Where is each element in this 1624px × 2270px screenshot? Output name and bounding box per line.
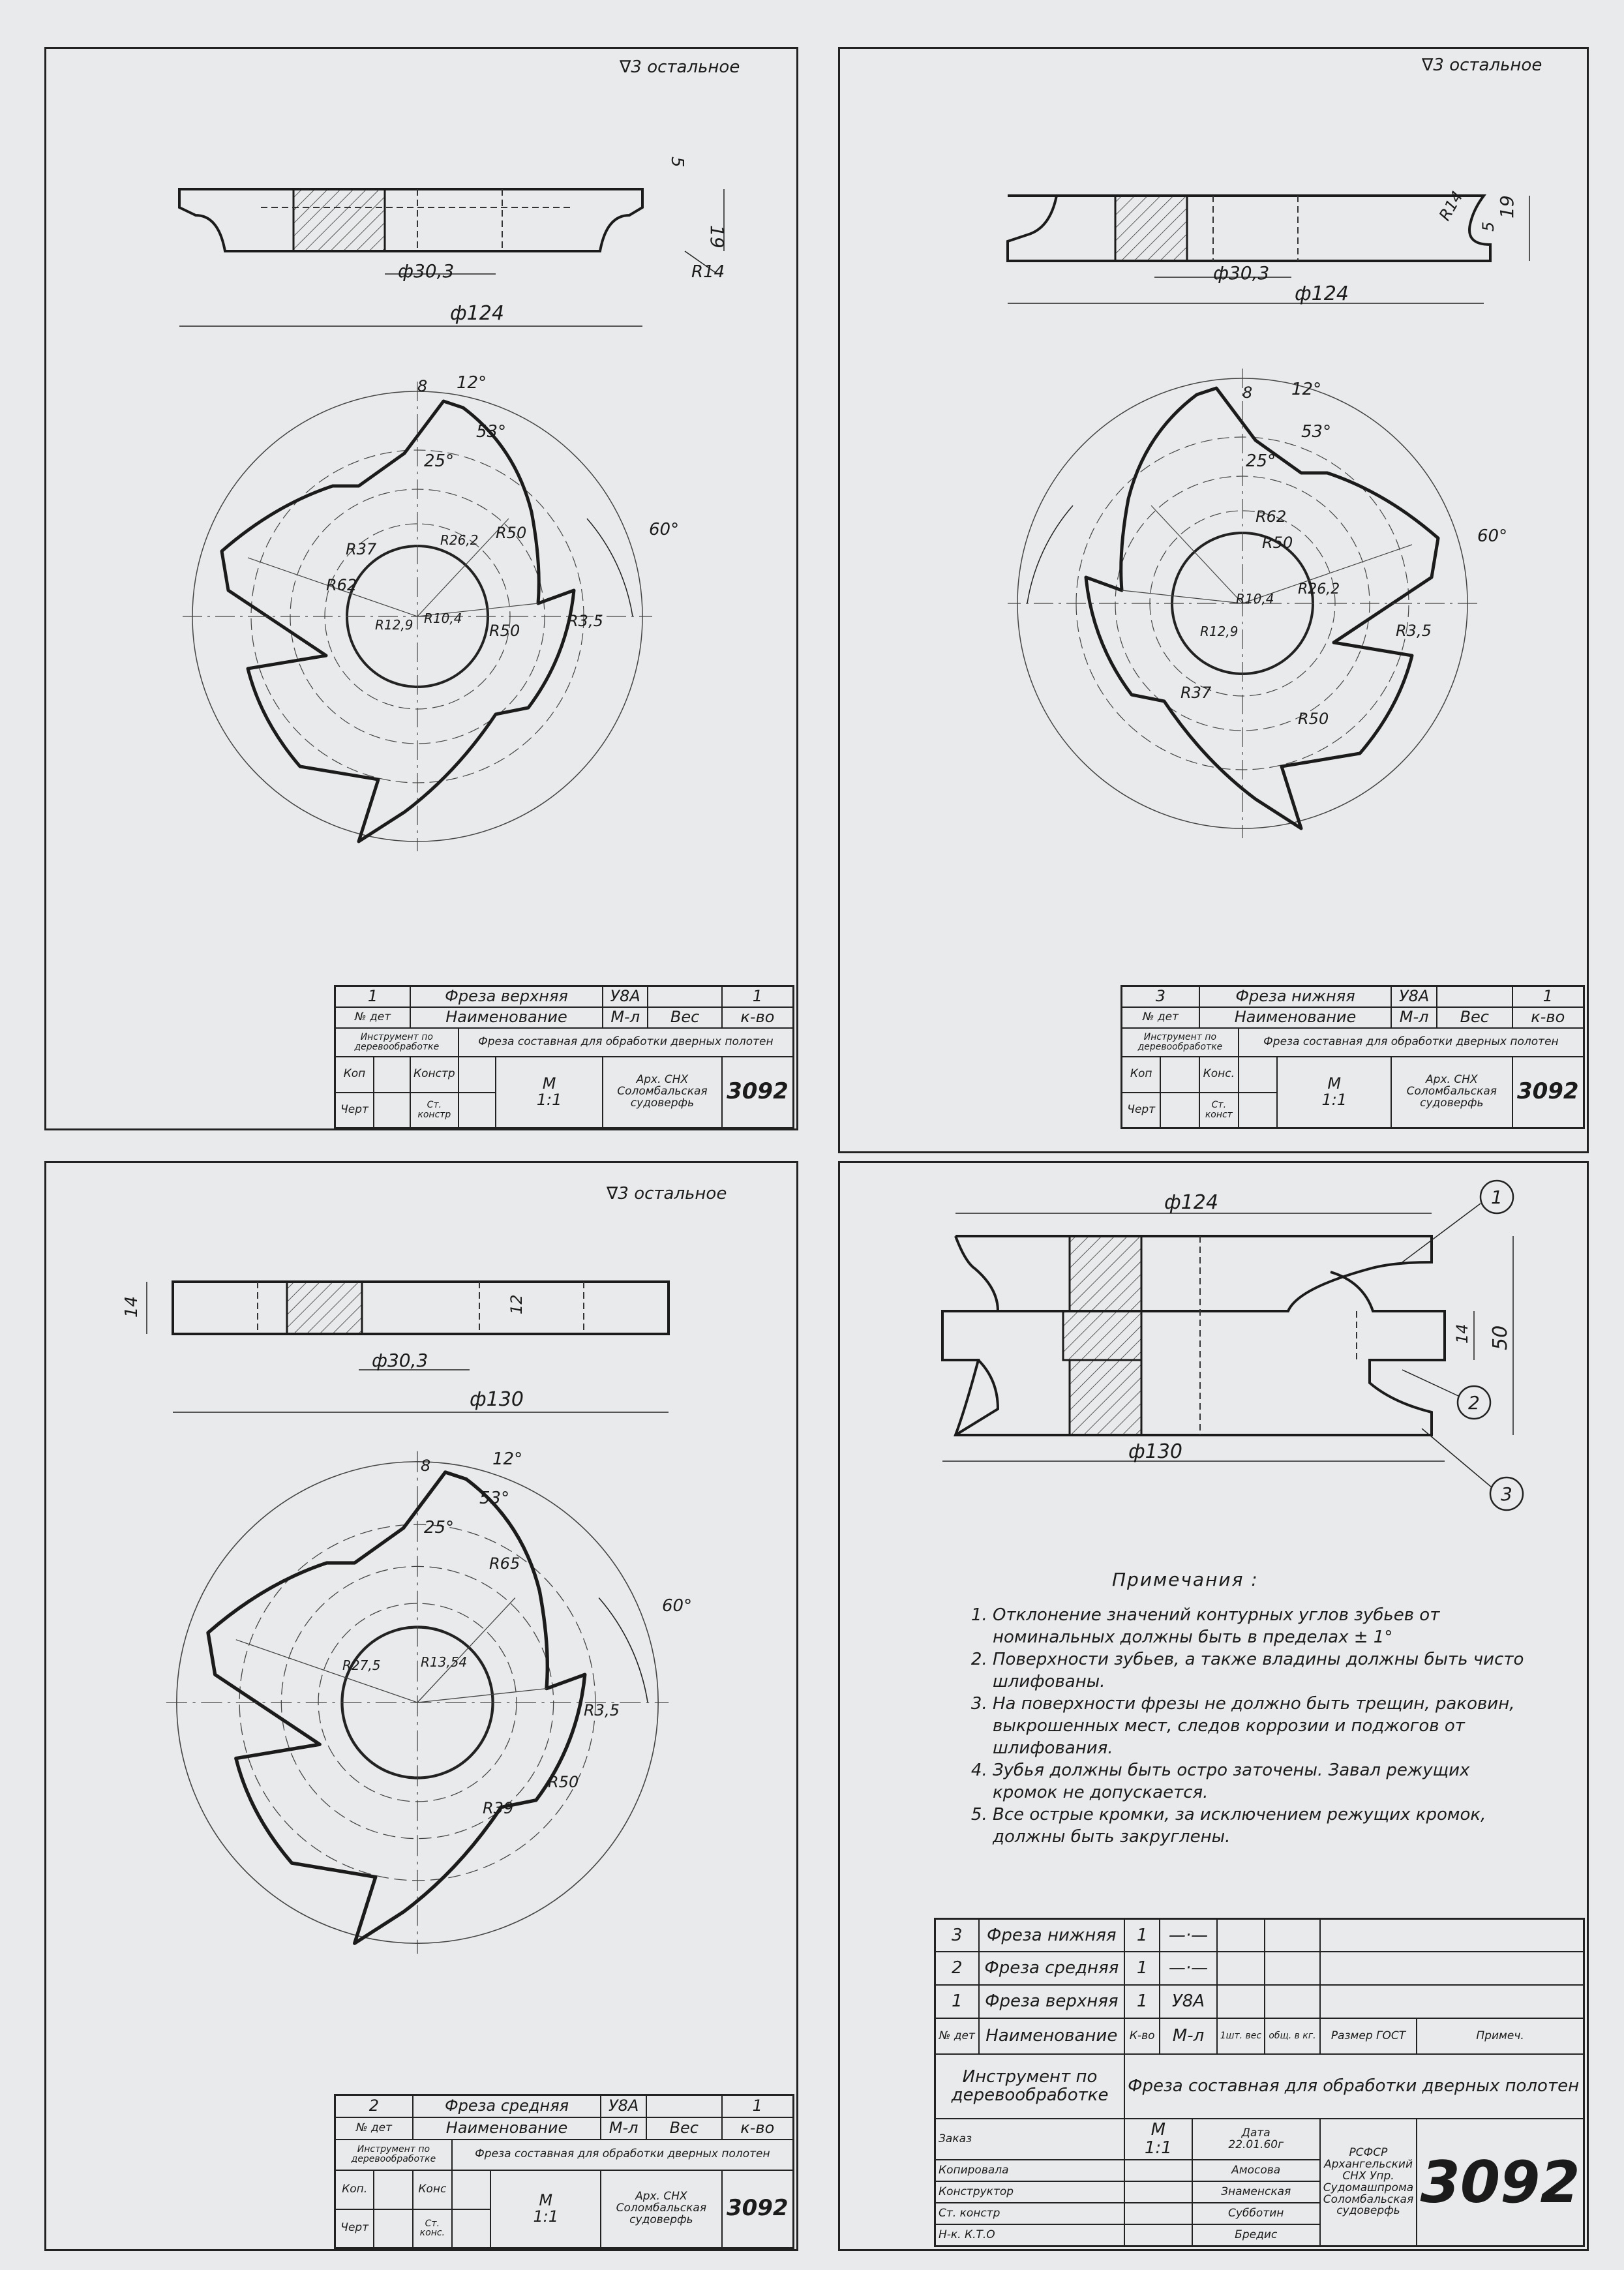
material: У8А: [601, 2095, 646, 2117]
dim-angle: 12°: [492, 1449, 523, 1469]
part-number: 2: [335, 2095, 413, 2117]
drawing-number: 3092: [1512, 1057, 1584, 1128]
group-name: Инструмент по деревообработке: [335, 1028, 459, 1057]
dim-step: 5: [667, 157, 687, 168]
note-item: 3. На поверхности фрезы не должно быть трещин, раковин, выкрошенных мест, следов коррозии и поджогов от шлифования.: [993, 1693, 1526, 1759]
label-konstr: Конс.: [1199, 1057, 1239, 1093]
drawing-number: 3092: [722, 2170, 794, 2248]
dim-radius: R12,9: [1200, 624, 1239, 639]
material: У8А: [603, 986, 648, 1007]
dim-radius: R50: [496, 524, 527, 542]
dim-radius: R26,2: [440, 532, 479, 548]
callout: 1: [1491, 1187, 1503, 1208]
part-name: Фреза нижняя: [1199, 986, 1391, 1007]
spec-mat: У8А: [1160, 1985, 1216, 2018]
dim-radius: R62: [326, 576, 357, 594]
part-name: Фреза средняя: [413, 2095, 601, 2117]
order-label: Заказ: [935, 2119, 1125, 2159]
group-name: Инструмент по деревообработке: [335, 2140, 452, 2170]
spec-mat: —·—: [1160, 1952, 1216, 1985]
dim-angle: 25°: [424, 451, 455, 471]
drawing-number: 3092: [1417, 2119, 1584, 2246]
title-block: [334, 985, 794, 1129]
dim-rake: 8: [417, 377, 428, 395]
dim-d-outer: ф124: [450, 302, 504, 325]
dim-radius: R12,9: [375, 617, 414, 633]
quantity: 1: [722, 986, 794, 1007]
dim-radius: R65: [489, 1554, 520, 1573]
dim-d-outer: ф124: [1295, 282, 1349, 305]
dim-radius: R3,5: [584, 1701, 620, 1719]
header-weight: Вес: [1437, 1007, 1512, 1028]
role-name: Знаменская: [1192, 2181, 1320, 2203]
dim-angle: 53°: [476, 422, 507, 442]
spec-name: Фреза верхняя: [979, 1985, 1125, 2018]
dim-angle: 53°: [479, 1489, 510, 1508]
note-item: 5. Все острые кромки, за исключением режущих кромок, должны быть закруглены.: [993, 1804, 1526, 1848]
dim-height: 19: [1496, 195, 1518, 219]
header-name: Наименование: [410, 1007, 603, 1028]
dim-d-bottom: ф130: [1128, 1440, 1182, 1463]
bottom-left-side-view: [147, 1282, 669, 1412]
dim-angle: 60°: [1477, 526, 1508, 546]
dim-d-top: ф124: [1164, 1191, 1218, 1214]
header-material: М-л: [603, 1007, 648, 1028]
scale: М 1:1: [496, 1057, 603, 1128]
role-label: Н-к. К.Т.О: [935, 2224, 1125, 2246]
dim-radius: R27,5: [342, 1657, 381, 1673]
header-quantity: к-во: [722, 2117, 794, 2140]
dim-radius: R3,5: [567, 612, 603, 630]
role-name: Субботин: [1192, 2203, 1320, 2224]
dim-d-outer: ф130: [470, 1388, 524, 1411]
dim-angle: 60°: [662, 1596, 693, 1616]
material: У8А: [1391, 986, 1437, 1007]
scale: М 1:1: [490, 2170, 601, 2248]
spec-num: 2: [935, 1952, 979, 1985]
dim-angle: 53°: [1301, 422, 1332, 442]
header-weight: Вес: [646, 2117, 721, 2140]
dim-radius: R10,4: [424, 611, 462, 626]
role-name: Амосова: [1192, 2160, 1320, 2181]
scale: М 1:1: [1124, 2119, 1192, 2159]
organization: Арх. СНХ Соломбальская судоверфь: [603, 1057, 722, 1128]
dim-radius: R62: [1256, 507, 1287, 526]
dim-radius: R39: [483, 1799, 514, 1817]
dim-radius: R50: [489, 622, 520, 640]
dim-angle: 12°: [1291, 380, 1322, 399]
spec-name: Фреза средняя: [979, 1952, 1125, 1985]
dim-radius: R10,4: [1236, 591, 1274, 607]
label-kop: Коп: [1122, 1057, 1161, 1093]
dim-d-bore: ф30,3: [398, 260, 455, 282]
hdr-note: Примеч.: [1417, 2018, 1584, 2054]
header-weight: Вес: [648, 1007, 721, 1028]
spec-qty: 1: [1124, 1985, 1160, 2018]
part-name: Фреза верхняя: [410, 986, 603, 1007]
dim-radius: R26,2: [1298, 581, 1340, 598]
dim-radius: R50: [1298, 710, 1329, 728]
label-kop: Коп.: [335, 2170, 374, 2209]
scale: М 1:1: [1277, 1057, 1391, 1128]
dim-radius: R50: [1262, 534, 1293, 552]
spec-name: Фреза нижняя: [979, 1919, 1125, 1952]
label-chert: Черт: [335, 2209, 374, 2248]
header-name: Наименование: [1199, 1007, 1391, 1028]
label-konstr: Констр: [410, 1057, 459, 1093]
part-number: 1: [335, 986, 411, 1007]
spec-mat: —·—: [1160, 1919, 1216, 1952]
callout: 2: [1468, 1392, 1480, 1414]
dim-height: 50: [1489, 1325, 1512, 1350]
spec-qty: 1: [1124, 1952, 1160, 1985]
dim-radius: R13,54: [421, 1654, 468, 1670]
label-konstr: Конс: [413, 2170, 452, 2209]
spec-num: 3: [935, 1919, 979, 1952]
label-st-konstr: Ст. конс.: [413, 2209, 452, 2248]
role-label: Конструктор: [935, 2181, 1125, 2203]
notes: [972, 1569, 1526, 1848]
roughness-note: ∇3 остальное: [607, 1184, 727, 1203]
label-st-konstr: Ст. констр: [410, 1093, 459, 1128]
dim-d-bore: ф30,3: [1213, 262, 1270, 284]
label-st-konstr: Ст. конст: [1199, 1093, 1239, 1128]
header-number: № дет: [335, 2117, 413, 2140]
note-item: 2. Поверхности зубьев, а также владины должны быть чисто шлифованы.: [993, 1648, 1526, 1693]
dim-d-bore: ф30,3: [372, 1350, 429, 1371]
label-kop: Коп: [335, 1057, 374, 1093]
dim-angle: 25°: [1246, 451, 1276, 471]
callout: 3: [1501, 1483, 1512, 1505]
header-material: М-л: [1391, 1007, 1437, 1028]
header-quantity: к-во: [1512, 1007, 1584, 1028]
dim-radius: R3,5: [1396, 622, 1432, 640]
notes-title: Примечания :: [1112, 1569, 1259, 1590]
date: Дата 22.01.60г: [1192, 2119, 1320, 2159]
dim-rake: 8: [1242, 384, 1253, 402]
hdr-name: Наименование: [979, 2018, 1125, 2054]
label-chert: Черт: [335, 1093, 374, 1128]
hdr-wt2: общ. в кг.: [1265, 2018, 1320, 2054]
role-name: Бредис: [1192, 2224, 1320, 2246]
drawing-number: 3092: [722, 1057, 794, 1128]
dim-height: 14: [122, 1295, 142, 1318]
roughness-note: ∇3 остальное: [620, 57, 740, 77]
dim-angle: 60°: [649, 520, 680, 539]
drawing-title: Фреза составная для обработки дверных полотен: [1239, 1028, 1584, 1057]
specification-table: [934, 1918, 1585, 2247]
note-item: 1. Отклонение значений контурных углов зубьев от номинальных должны быть в пределах ± 1°: [993, 1604, 1526, 1648]
dim-angle: 25°: [424, 1518, 455, 1537]
organization: Арх. СНХ Соломбальская судоверфь: [1391, 1057, 1512, 1128]
quantity: 1: [722, 2095, 794, 2117]
dim-rake: 8: [421, 1457, 431, 1475]
header-material: М-л: [601, 2117, 646, 2140]
header-quantity: к-во: [722, 1007, 794, 1028]
role-label: Ст. констр: [935, 2203, 1125, 2224]
dim-fillet: R14: [1435, 188, 1467, 224]
dim-radius: R37: [1180, 684, 1212, 702]
part-number: 3: [1122, 986, 1199, 1007]
dim-angle: 12°: [457, 373, 487, 393]
title-block: [1120, 985, 1585, 1129]
dim-height: 19: [706, 225, 728, 249]
drawing-title: Фреза составная для обработки дверных полотен: [1124, 2054, 1584, 2119]
spec-num: 1: [935, 1985, 979, 2018]
organization: Арх. СНХ Соломбальская судоверфь: [601, 2170, 721, 2248]
header-number: № дет: [335, 1007, 411, 1028]
label-chert: Черт: [1122, 1093, 1161, 1128]
dim-radius: R50: [548, 1773, 579, 1791]
role-label: Копировала: [935, 2160, 1125, 2181]
note-item: 4. Зубья должны быть остро заточены. Завал режущих кромок не допускается.: [993, 1759, 1526, 1804]
drawing-title: Фреза составная для обработки дверных полотен: [459, 1028, 794, 1057]
dim-height-2: 12: [507, 1294, 526, 1314]
hdr-num: № дет: [935, 2018, 979, 2054]
title-block: [334, 2094, 794, 2249]
assembly-view: [942, 1181, 1523, 1510]
roughness-note: ∇3 остальное: [1422, 55, 1542, 75]
hdr-size: Размер ГОСТ: [1320, 2018, 1417, 2054]
organization: РСФСР Архангельский СНХ Упр. Судомашпрома Соломбальская судоверфь: [1320, 2119, 1417, 2246]
dim-height-mid: 14: [1453, 1324, 1471, 1344]
hdr-wt1: 1шт. вес: [1217, 2018, 1265, 2054]
quantity: 1: [1512, 986, 1584, 1007]
drawing-title: Фреза составная для обработки дверных полотен: [452, 2140, 794, 2170]
dim-step: 5: [1479, 221, 1497, 232]
header-number: № дет: [1122, 1007, 1199, 1028]
group-name: Инструмент по деревообработке: [935, 2054, 1125, 2119]
hdr-qty: К-во: [1124, 2018, 1160, 2054]
spec-qty: 1: [1124, 1919, 1160, 1952]
dim-radius: R37: [346, 540, 377, 558]
dim-fillet: R14: [691, 262, 725, 282]
header-name: Наименование: [413, 2117, 601, 2140]
group-name: Инструмент по деревообработке: [1122, 1028, 1239, 1057]
hdr-mat: М-л: [1160, 2018, 1216, 2054]
